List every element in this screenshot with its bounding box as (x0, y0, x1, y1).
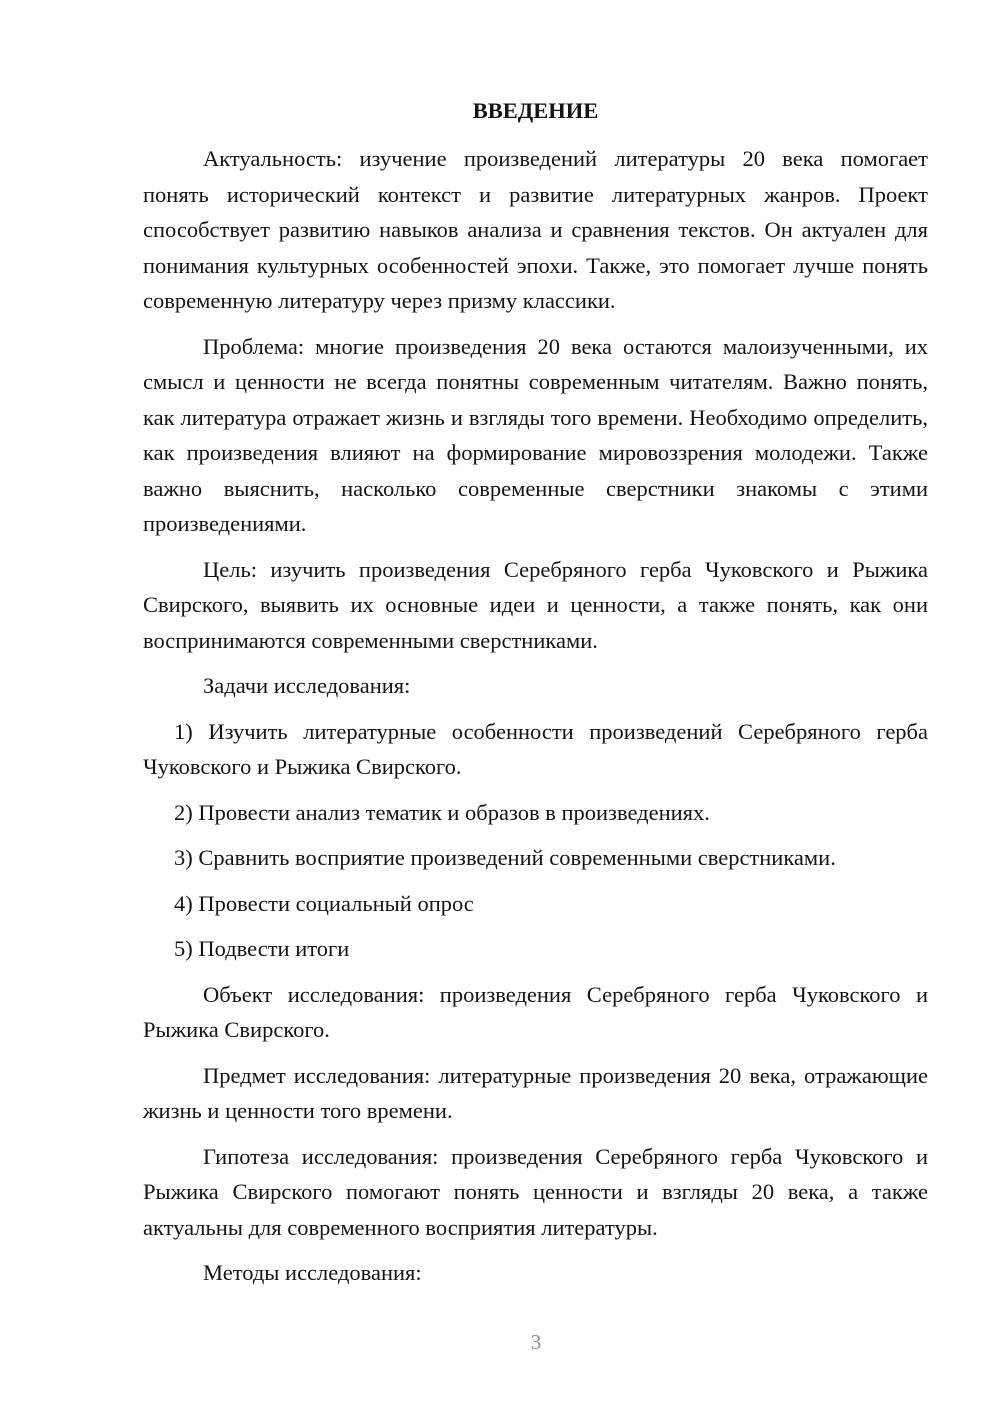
task-item: 5) Подвести итоги (174, 936, 350, 961)
subject-paragraph: Предмет исследования: литературные произведения 20 века, отражающие жизнь и ценности того времени. (143, 1062, 928, 1123)
page-content (143, 90, 928, 1291)
problem-paragraph: Проблема: многие произведения 20 века остаются малоизученными, их смысл и ценности не всегда понятны современным читателям. Важно понять, как литература отражает жизнь и взгляды того времени. Необходимо определить, как произведения влияют на формирование мировоззрения молодежи. Также важно выяснить, насколько современные сверстники знакомы с этими произведениями. (143, 333, 928, 536)
goal-paragraph: Цель: изучить произведения Серебряного герба Чуковского и Рыжика Свирского, выявить их основные идеи и ценности, а также понять, как они воспринимаются современными сверстниками. (143, 556, 928, 653)
tasks-heading: Задачи исследования: (203, 673, 411, 698)
task-item: 3) Сравнить восприятие произведений современными сверстниками. (174, 845, 836, 870)
relevance-paragraph: Актуальность: изучение произведений литературы 20 века помогает понять исторический контекст и развитие литературных жанров. Проект способствует развитию навыков анализа и сравнения текстов. Он актуален для понимания культурных особенностей эпохи. Также, это помогает лучше понять современную литературу через призму классики. (143, 146, 928, 313)
hypothesis-paragraph: Гипотеза исследования: произведения Серебряного герба Чуковского и Рыжика Свирского помогают понять ценности и взгляды 20 века, а также актуальны для современного восприятия литературы. (143, 1143, 928, 1240)
object-paragraph: Объект исследования: произведения Серебряного герба Чуковского и Рыжика Свирского. (143, 981, 928, 1042)
section-title: ВВЕДЕНИЕ (472, 98, 599, 123)
methods-heading: Методы исследования: (203, 1260, 422, 1285)
page-number: 3 (530, 1330, 542, 1354)
task-item: 1) Изучить литературные особенности произведений Серебряного герба Чуковского и Рыжика Свирского. (143, 718, 928, 779)
task-item: 2) Провести анализ тематик и образов в произведениях. (174, 799, 710, 825)
task-item: 4) Провести социальный опрос (174, 890, 474, 916)
